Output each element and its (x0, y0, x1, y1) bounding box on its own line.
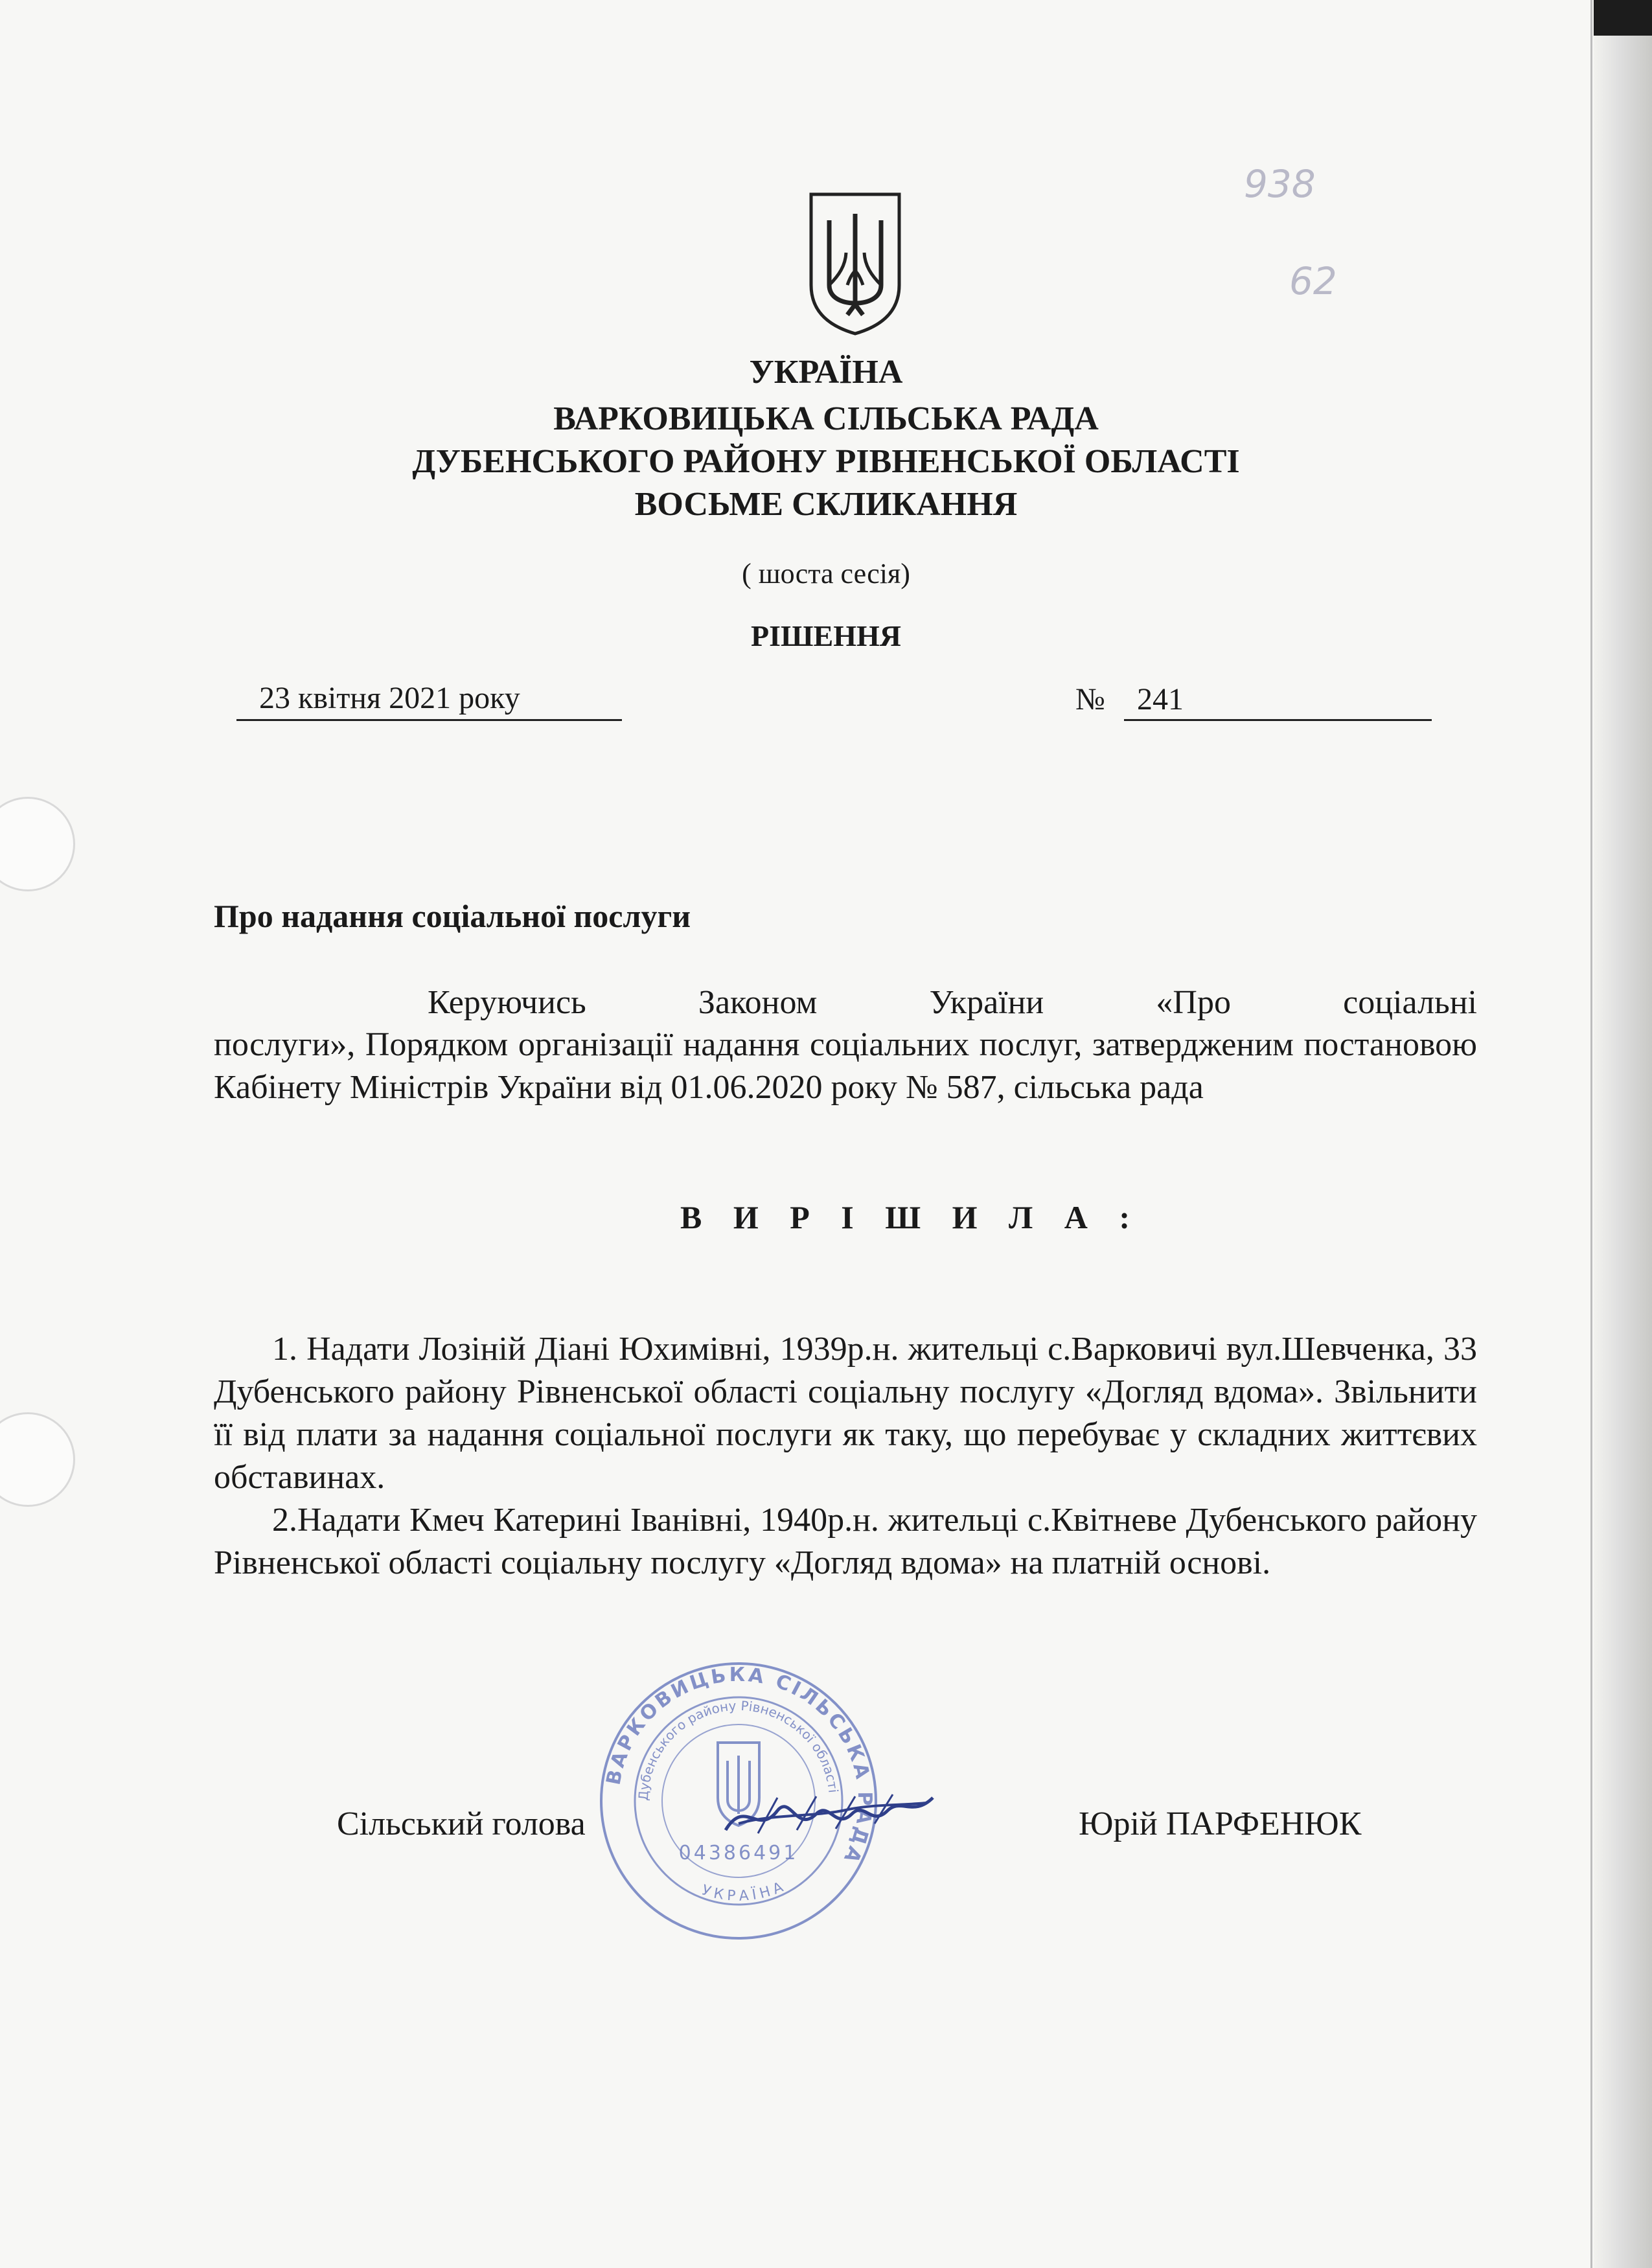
punch-hole-top (0, 797, 75, 891)
signatory-name: Юрій ПАРФЕНЮК (1079, 1805, 1362, 1842)
document-number: 241 (1137, 682, 1184, 716)
preamble-word: «Про (1156, 984, 1231, 1021)
handwritten-signature (719, 1778, 939, 1850)
handwritten-note-1: 938 (1244, 162, 1316, 206)
stamp-inner-text: Дубенського району Рівненської області (635, 1697, 842, 1802)
stamp-code: 04386491 (678, 1842, 799, 1864)
handwritten-note-2: 62 (1289, 259, 1337, 303)
header-council: ВАРКОВИЦЬКА СІЛЬСЬКА РАДА (553, 400, 1099, 437)
stamp-bottom-text: УКРАЇНА (700, 1877, 790, 1905)
session-label: ( шоста сесія) (742, 558, 910, 590)
decision-items (214, 1328, 1477, 1585)
number-underline (1124, 719, 1432, 721)
scan-fold-line (1590, 0, 1592, 2268)
preamble-word: України (929, 984, 1044, 1021)
preamble-first-line (428, 983, 1477, 1022)
date-underline (236, 719, 622, 721)
signatory-title: Сільський голова (337, 1805, 586, 1842)
header-convocation: ВОСЬМЕ СКЛИКАННЯ (634, 486, 1018, 523)
subject-title: Про надання соціальної послуги (214, 898, 691, 934)
preamble-word: Керуючись (428, 984, 586, 1021)
decision-item-1: 1. Надати Лозіній Діані Юхимівні, 1939р.н. жительці с.Варковичі вул.Шевченка, 33 Дубенського району Рівненської області соціальну послугу «Догляд вдома». Звільнити її від плати за надання соціальної послуги як таку, що перебуває у складних життєвих обставинах. (214, 1331, 1477, 1496)
document-type: РІШЕННЯ (751, 619, 901, 652)
preamble-text (214, 1024, 1477, 1109)
decided-heading: В И Р І Ш И Л А : (680, 1199, 1142, 1235)
punch-hole-bottom (0, 1412, 75, 1507)
preamble-word: соціальні (1343, 984, 1477, 1021)
preamble-word: Законом (698, 984, 818, 1021)
scan-edge (1594, 0, 1652, 2268)
number-sign: № (1075, 682, 1105, 716)
scan-corner (1594, 0, 1652, 36)
preamble-paragraph: послуги», Порядком організації надання соціальних послуг, затвердженим постановою Кабінету Міністрів України від 01.06.2020 року № 587, сільська рада (214, 1026, 1477, 1106)
decision-item-2: 2.Надати Кмеч Катерині Іванівні, 1940р.н. жительці с.Квітневе Дубенського району Рівненської області соціальну послугу «Догляд вдома» на платній основі. (214, 1502, 1477, 1581)
stamp-outer-text: ВАРКОВИЦЬКА СІЛЬСЬКА РАДА (602, 1663, 877, 1869)
document-date: 23 квітня 2021 року (259, 681, 520, 715)
header-country: УКРАЇНА (749, 354, 903, 391)
header-region: ДУБЕНСЬКОГО РАЙОНУ РІВНЕНСЬКОЇ ОБЛАСТІ (412, 443, 1240, 480)
trident-emblem-icon (803, 188, 907, 337)
svg-text:УКРАЇНА (700, 1878, 789, 1905)
